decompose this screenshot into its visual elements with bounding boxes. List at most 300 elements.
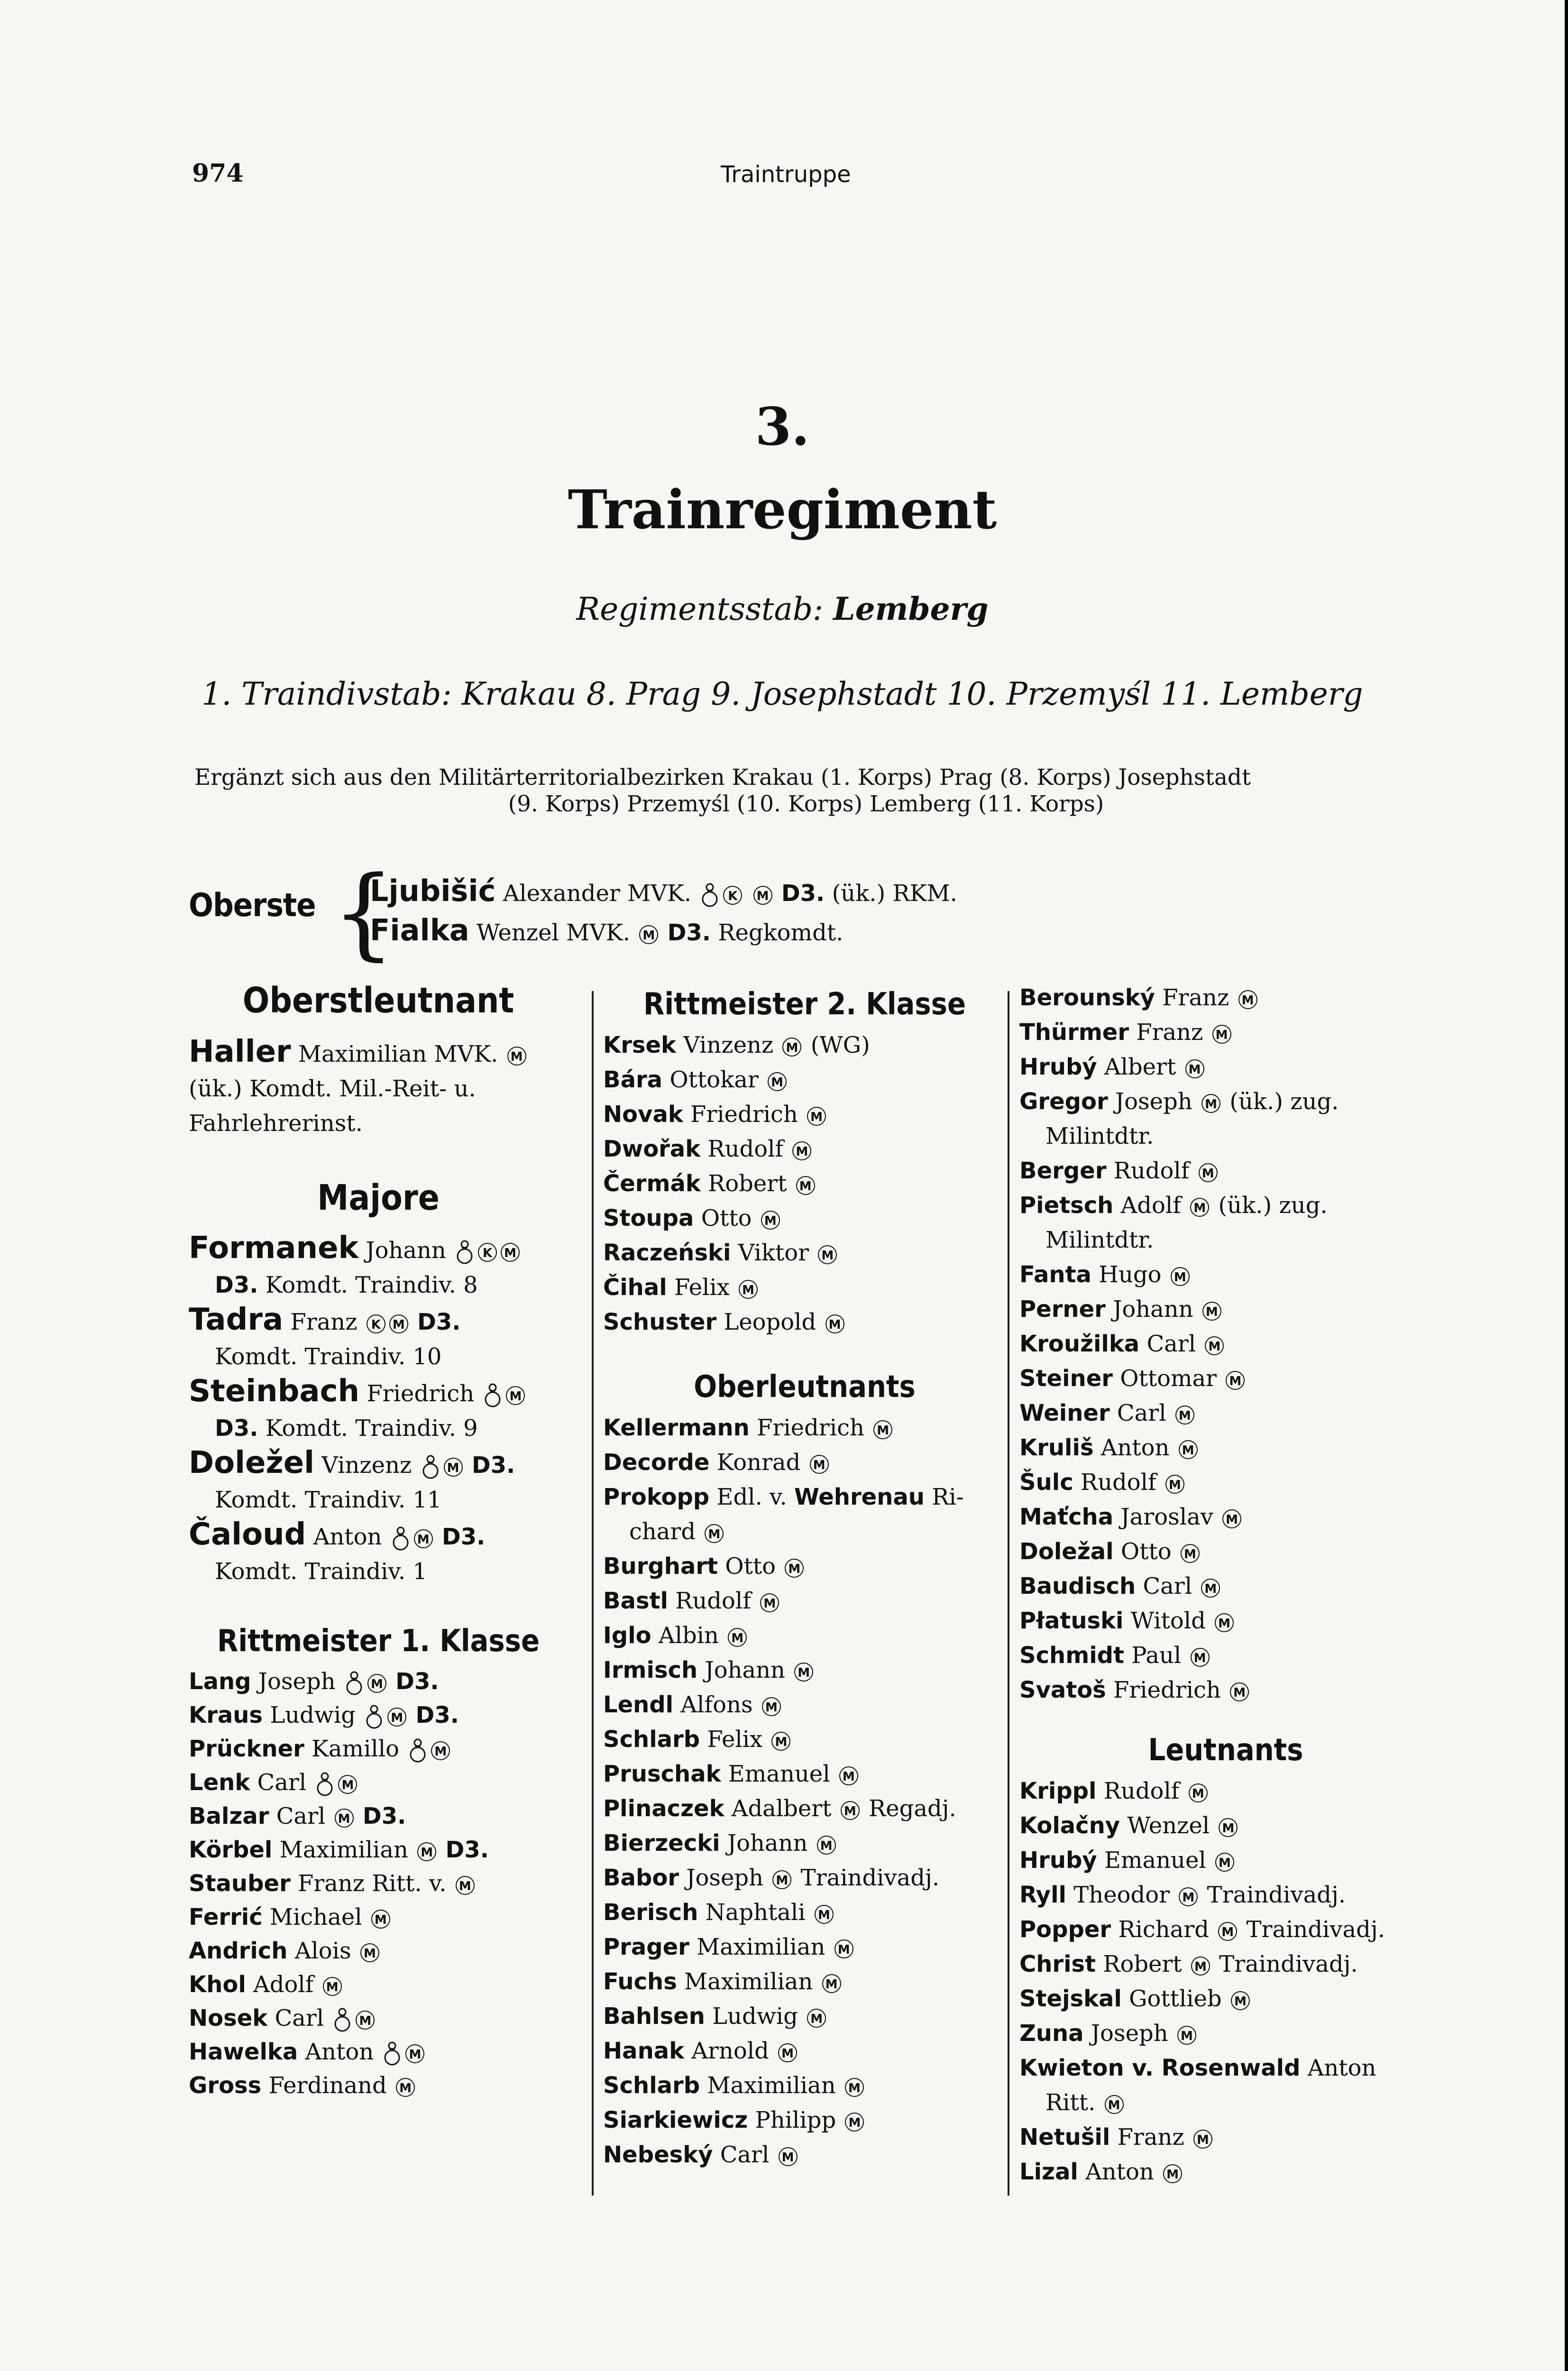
list-item — [603, 1097, 1006, 1132]
officer-surname: Prückner — [189, 1736, 304, 1762]
officer-given: Maximilian — [279, 1837, 408, 1863]
officer-surname: Zuna — [1019, 2020, 1084, 2047]
officer-given: Ottomar — [1120, 1365, 1217, 1392]
officer-surname: Hrubý — [1019, 1847, 1097, 1874]
medal-icon: M — [771, 1732, 790, 1751]
list-item — [189, 1934, 568, 1968]
officer-surname: Kraus — [189, 1702, 263, 1728]
officer-suffix: (ük.) RKM. — [832, 880, 957, 907]
list-item — [603, 1688, 1006, 1722]
list-item — [189, 2035, 568, 2069]
officer-surname: Svatoš — [1019, 1677, 1106, 1703]
officer-surname: Hrubý — [1019, 1054, 1097, 1080]
list-item — [603, 1549, 1006, 1584]
officer-given: Johann — [705, 1657, 785, 1683]
medal-icon: M — [739, 1280, 758, 1299]
medal-icon: M — [841, 1801, 860, 1820]
medal-icon: M — [387, 1708, 406, 1727]
medal-icon: M — [1163, 2164, 1182, 2183]
officer-surname: Körbel — [189, 1837, 273, 1863]
cross-icon — [391, 1526, 410, 1551]
list-item — [1019, 1292, 1432, 1327]
cross-icon — [408, 1738, 427, 1763]
officer-given: Viktor — [738, 1240, 809, 1266]
officer-given: Witold — [1130, 1608, 1206, 1634]
decoration-text: MVK. — [566, 919, 631, 946]
officer-surname: Kolačny — [1019, 1812, 1120, 1839]
officer-given: Emanuel — [728, 1761, 830, 1787]
officer-detail: Fahrlehrerinst. — [189, 1110, 363, 1137]
list-item — [189, 2069, 568, 2103]
officer-surname: Weiner — [1019, 1400, 1110, 1426]
decoration-text: MVK. — [627, 880, 692, 907]
medal-icon: M — [796, 1176, 815, 1195]
officer-surname: Haller — [189, 1034, 291, 1069]
stab-place: Lemberg — [833, 590, 989, 627]
officer-suffix: (WG) — [810, 1032, 870, 1058]
medal-icon: M — [1201, 1579, 1220, 1598]
d3-mark: D3. — [417, 1309, 461, 1335]
officer-given: Anton — [1085, 2159, 1154, 2185]
officer-list — [603, 1411, 1006, 2172]
medal-icon: M — [1199, 1163, 1218, 1182]
officer-surname: Berger — [1019, 1158, 1107, 1184]
officer-surname: Čaloud — [189, 1517, 306, 1552]
medal-icon: M — [792, 1141, 811, 1160]
officer-given: Theodor — [1073, 1882, 1170, 1908]
running-title: Traintruppe — [721, 161, 851, 188]
medal-icon: M — [414, 1529, 433, 1548]
medal-icon: M — [845, 2078, 864, 2097]
medal-icon: M — [1231, 1991, 1250, 2010]
medal-icon: M — [1218, 1922, 1237, 1941]
list-item — [1019, 1604, 1432, 1638]
officer-given: Rudolf — [1113, 1158, 1190, 1184]
officer-list — [1019, 981, 1432, 1708]
officer-given: Carl — [1143, 1573, 1192, 1599]
list-item — [603, 1584, 1006, 1618]
stab-label: Regimentsstab: — [576, 591, 824, 627]
officer-given: Carl — [720, 2141, 770, 2168]
officer-surname: Hawelka — [189, 2039, 298, 2065]
officer-given: Maximilian — [707, 2072, 836, 2099]
officer-given: Friedrich — [1113, 1677, 1221, 1703]
list-item — [1019, 1535, 1432, 1569]
medal-icon: M — [405, 2044, 424, 2063]
officer-given: Anton — [1307, 2055, 1376, 2081]
officer-surname: Stoupa — [603, 1205, 694, 1231]
officer-given: Richard — [1118, 1916, 1209, 1943]
officer-given: Rudolf — [1103, 1778, 1180, 1804]
list-item — [603, 2103, 1006, 2138]
medal-icon: M — [389, 1314, 408, 1333]
officer-surname: Lenk — [189, 1769, 250, 1796]
list-item — [603, 1722, 1006, 1757]
officer-surname: Schlarb — [603, 1726, 700, 1753]
officer-entry — [189, 1303, 568, 1374]
medal-icon: M — [753, 886, 772, 905]
d3-mark: D3. — [395, 1668, 439, 1695]
list-item — [1019, 1084, 1432, 1119]
list-item — [189, 2002, 568, 2035]
officer-surname: Prager — [603, 1934, 689, 1960]
list-item — [603, 1270, 1006, 1305]
cross-icon — [483, 1383, 502, 1408]
k-badge-icon: K — [723, 886, 742, 905]
officer-surname: Plinaczek — [603, 1795, 724, 1822]
oberste-label: Oberste — [189, 887, 316, 924]
officer-surname: Doležal — [1019, 1538, 1114, 1565]
list-item: Milintdtr. — [1045, 1123, 1154, 1149]
d3-mark: D3. — [215, 1272, 258, 1298]
d3-mark: D3. — [362, 1803, 406, 1829]
officer-given: Gottlieb — [1129, 1985, 1222, 2012]
list-item — [1019, 1050, 1432, 1084]
officer-given: Friedrich — [367, 1380, 475, 1407]
officer-surname: Lendl — [603, 1691, 674, 1718]
list-item — [1019, 1465, 1432, 1500]
column-3 — [1019, 981, 1432, 2189]
medal-icon: M — [818, 1245, 837, 1264]
k-badge-icon: K — [367, 1314, 385, 1333]
erganzt-line-2: (9. Korps) Przemyśl (10. Korps) Lemberg (11. Korps) — [508, 791, 1104, 817]
cross-icon — [455, 1240, 474, 1265]
list-item — [603, 1757, 1006, 1792]
officer-suffix: (ük.) zug. — [1218, 1192, 1328, 1219]
officer-surname: Krippl — [1019, 1778, 1097, 1804]
list-item — [189, 1699, 568, 1732]
officer-given: Maximilian — [684, 1968, 813, 1995]
list-item — [603, 2138, 1006, 2172]
list-item — [603, 1792, 1006, 1826]
officer-suffix: Regkomdt. — [718, 919, 844, 946]
cross-icon — [365, 1705, 384, 1729]
officer-detail: (ük.) Komdt. Mil.-Reit- u. — [189, 1075, 476, 1102]
officer-surname: Kwieton v. Rosenwald — [1019, 2055, 1301, 2081]
officer-surname: Wehrenau — [794, 1484, 925, 1510]
officer-given: Alfons — [680, 1691, 753, 1718]
cross-icon — [421, 1455, 440, 1480]
list-item — [1019, 1982, 1432, 2016]
list-item — [603, 1861, 1006, 1895]
list-item — [1019, 1638, 1432, 1673]
medal-icon: M — [1202, 1302, 1221, 1321]
list-item — [189, 1833, 568, 1867]
medal-icon: M — [431, 1741, 450, 1760]
officer-list — [603, 1028, 1006, 1340]
list-item — [1019, 2120, 1432, 2155]
officer-given: Leopold — [724, 1309, 816, 1335]
officer-suffix: Traindivadj. — [1219, 1951, 1358, 1977]
oberst-entry — [370, 873, 957, 908]
medal-icon: M — [1215, 1853, 1234, 1872]
list-item — [603, 1132, 1006, 1167]
medal-icon: M — [1215, 1613, 1234, 1632]
list-item — [1019, 2016, 1432, 2051]
medal-icon: M — [417, 1842, 436, 1861]
medal-icon: M — [371, 1910, 390, 1929]
medal-icon: M — [1105, 2095, 1124, 2114]
officer-surname: Ljubišić — [370, 873, 496, 908]
officer-given: Johann — [727, 1830, 808, 1856]
officer-given: Alois — [294, 1938, 351, 1964]
d3-mark: D3. — [215, 1415, 258, 1442]
officer-given: Albin — [658, 1622, 719, 1649]
regimentsstab-line — [0, 590, 1565, 627]
d3-mark: D3. — [667, 919, 711, 946]
section-heading: Oberstleutnant — [242, 980, 514, 1021]
officer-given: Anton — [1100, 1434, 1170, 1461]
officer-surname: Stauber — [189, 1870, 291, 1897]
officer-detail: Maximilian MVK. — [298, 1041, 498, 1067]
officer-detail: Komdt. Traindiv. 11 — [215, 1487, 442, 1513]
officer-surname: Siarkiewicz — [603, 2107, 748, 2133]
officer-surname: Gross — [189, 2072, 262, 2099]
medal-icon: M — [705, 1524, 724, 1543]
d3-mark: D3. — [471, 1452, 515, 1479]
officer-surname: Nebeský — [603, 2141, 713, 2168]
list-item — [603, 1618, 1006, 1653]
medal-icon: M — [1212, 1025, 1231, 1044]
officer-given: Adolf — [253, 1971, 314, 1998]
d3-mark: D3. — [781, 880, 825, 907]
column-divider — [1008, 991, 1009, 2196]
officer-surname: Irmisch — [603, 1657, 698, 1683]
medal-icon: M — [810, 1455, 829, 1474]
medal-icon: M — [839, 1766, 858, 1785]
medal-icon: M — [338, 1775, 357, 1794]
officer-given: Philipp — [755, 2107, 836, 2133]
officer-surname: Kellermann — [603, 1415, 750, 1441]
officer-surname: Thürmer — [1019, 1019, 1129, 1046]
officer-surname: Čermák — [603, 1170, 701, 1197]
list-item — [1019, 1912, 1432, 1947]
list-item — [189, 1800, 568, 1833]
officer-given: Vinzenz — [321, 1452, 412, 1479]
medal-icon: M — [768, 1072, 787, 1091]
officer-surname: Šulc — [1019, 1469, 1073, 1496]
medal-icon: M — [1193, 2130, 1212, 2149]
officer-given: Edl. v. — [716, 1484, 787, 1510]
officer-given: Anton — [305, 2039, 374, 2065]
officer-surname: Novak — [603, 1101, 683, 1128]
regiment-number: 3. — [755, 396, 810, 457]
medal-icon: M — [1179, 1887, 1198, 1906]
officer-surname: Popper — [1019, 1916, 1111, 1943]
officer-given: Friedrich — [690, 1101, 798, 1128]
medal-icon: M — [794, 1663, 813, 1682]
officer-surname: Schuster — [603, 1309, 717, 1335]
list-item — [1019, 1809, 1432, 1843]
officer-surname: Prokopp — [603, 1484, 710, 1510]
officer-given: Carl — [1117, 1400, 1166, 1426]
list-item — [603, 1999, 1006, 2034]
officer-entry — [189, 1231, 568, 1303]
officer-given: Joseph — [258, 1668, 336, 1695]
officer-surname: Baudisch — [1019, 1573, 1136, 1599]
list-item — [189, 1867, 568, 1901]
cross-icon — [333, 2008, 352, 2032]
officer-suffix: (ük.) zug. — [1229, 1088, 1339, 1115]
officer-given: Michael — [269, 1904, 362, 1930]
officer-entry — [189, 1517, 568, 1589]
medal-icon: M — [845, 2113, 864, 2132]
cross-icon — [700, 883, 719, 908]
oberst-entry — [370, 913, 843, 947]
medal-icon: M — [762, 1697, 781, 1716]
officer-surname: Doležel — [189, 1445, 315, 1480]
list-item — [603, 2068, 1006, 2103]
medal-icon: M — [1191, 1957, 1210, 1976]
medal-icon: M — [1201, 1094, 1220, 1113]
officer-given: Jaroslav — [1120, 1504, 1213, 1530]
officer-given: Emanuel — [1104, 1847, 1206, 1874]
medal-icon: M — [778, 2043, 797, 2062]
list-item — [1019, 1569, 1432, 1604]
officer-given: Adolf — [1120, 1192, 1181, 1219]
list-item — [603, 1236, 1006, 1270]
officer-suffix: Traindivadj. — [800, 1865, 940, 1891]
medal-icon: M — [1191, 1648, 1210, 1667]
officer-given: Anton — [313, 1524, 382, 1550]
list-item — [1019, 1843, 1432, 1878]
list-item — [189, 1665, 568, 1699]
officer-given: Carl — [257, 1769, 307, 1796]
medal-icon: M — [1175, 1406, 1194, 1424]
list-item — [603, 1480, 1006, 1515]
medal-icon: M — [873, 1420, 892, 1439]
medal-icon: M — [782, 1038, 801, 1057]
officer-given: Wenzel — [477, 919, 559, 946]
officer-given: Franz Ritt. v. — [297, 1870, 447, 1897]
officer-surname: Formanek — [189, 1231, 359, 1266]
officer-suffix: Regadj. — [869, 1795, 956, 1822]
list-item — [189, 1968, 568, 2002]
list-item — [1019, 1361, 1432, 1396]
medal-icon: M — [335, 1809, 354, 1828]
officer-given: Paul — [1131, 1642, 1182, 1669]
officer-surname: Pruschak — [603, 1761, 721, 1787]
officer-given: Carl — [275, 2005, 324, 2031]
medal-icon: M — [779, 2147, 798, 2166]
list-item — [189, 1901, 568, 1934]
brace-icon: { — [332, 855, 395, 971]
medal-icon: M — [507, 1047, 526, 1066]
officer-suffix: Traindivadj. — [1246, 1916, 1385, 1943]
section-heading: Leutnants — [1148, 1733, 1303, 1768]
list-item — [603, 1411, 1006, 1445]
medal-icon: M — [807, 2009, 826, 2028]
list-item — [603, 1653, 1006, 1688]
officer-detail: Komdt. Traindiv. 8 — [265, 1272, 478, 1298]
officer-list — [189, 1665, 568, 2103]
officer-given: Franz — [1162, 984, 1229, 1011]
officer-given: Joseph — [1091, 2020, 1168, 2047]
officer-given: Ludwig — [712, 2003, 798, 2030]
officer-surname: Stejskal — [1019, 1985, 1122, 2012]
officer-surname: Andrich — [189, 1938, 288, 1964]
medal-icon: M — [639, 925, 658, 944]
officer-given: Johann — [1113, 1296, 1193, 1323]
officer-given: Ludwig — [270, 1702, 356, 1728]
officer-given: Felix — [707, 1726, 763, 1753]
officer-surname: Bára — [603, 1066, 663, 1093]
officer-surname: Fialka — [370, 913, 469, 947]
list-item — [1019, 1154, 1432, 1188]
officer-given: Alexander — [503, 880, 620, 907]
medal-icon: M — [807, 1107, 826, 1126]
officer-given: Rudolf — [675, 1588, 752, 1614]
medal-icon: M — [822, 1974, 841, 1993]
list-item — [1019, 1015, 1432, 1050]
officer-surname: Steinbach — [189, 1374, 360, 1409]
medal-icon: M — [815, 1905, 834, 1924]
medal-icon: M — [360, 1943, 379, 1962]
medal-icon: M — [1190, 1198, 1209, 1217]
medal-icon: M — [356, 2011, 375, 2030]
officer-given: Konrad — [716, 1449, 801, 1476]
officer-given: Adalbert — [731, 1795, 832, 1822]
list-item — [603, 1028, 1006, 1063]
medal-icon: M — [1238, 990, 1257, 1009]
list-item — [1019, 981, 1432, 1015]
officer-entry — [189, 1374, 568, 1446]
officer-surname: Netušil — [1019, 2124, 1110, 2150]
officer-given: Rudolf — [707, 1136, 784, 1162]
list-item — [189, 1732, 568, 1766]
k-badge-icon: K — [478, 1243, 497, 1262]
medal-icon: M — [1189, 1783, 1208, 1802]
list-item — [603, 1063, 1006, 1097]
list-item — [189, 1766, 568, 1800]
medal-icon: M — [323, 1977, 342, 1996]
officer-given: Kamillo — [312, 1736, 400, 1762]
cross-icon — [383, 2041, 402, 2066]
officer-given: Joseph — [686, 1865, 764, 1891]
officer-given: Carl — [276, 1803, 326, 1829]
medal-icon: M — [1205, 1336, 1224, 1355]
officer-given: Albert — [1104, 1054, 1176, 1080]
officer-surname: Nosek — [189, 2005, 268, 2031]
medal-icon: M — [1230, 1682, 1249, 1701]
officer-suffix: Traindivadj. — [1207, 1882, 1346, 1908]
medal-icon: M — [761, 1211, 780, 1230]
list-item — [1019, 1673, 1432, 1708]
officer-surname: Kruliš — [1019, 1434, 1094, 1461]
medal-icon: M — [760, 1593, 779, 1612]
column-1 — [189, 972, 568, 2103]
officer-given: Robert — [708, 1170, 787, 1197]
officer-surname: Płatuski — [1019, 1608, 1124, 1634]
officer-surname: Lang — [189, 1668, 251, 1695]
d3-mark: D3. — [441, 1524, 486, 1550]
list-item — [1019, 2051, 1432, 2086]
officer-detail: Komdt. Traindiv. 1 — [215, 1558, 427, 1585]
officer-surname: Iglo — [603, 1622, 651, 1649]
medal-icon: M — [728, 1628, 747, 1647]
officer-surname: Tadra — [189, 1302, 284, 1337]
section-heading: Majore — [317, 1177, 440, 1218]
medal-icon: M — [1226, 1371, 1245, 1390]
officer-surname: Lizal — [1019, 2159, 1078, 2185]
officer-detail: Komdt. Traindiv. 10 — [215, 1343, 442, 1370]
officer-surname: Berounský — [1019, 984, 1155, 1011]
cross-icon — [315, 1772, 334, 1797]
officer-surname: Steiner — [1019, 1365, 1113, 1392]
officer-surname: Schlarb — [603, 2072, 700, 2099]
officer-surname: Khol — [189, 1971, 246, 1998]
medal-icon: M — [1185, 1059, 1204, 1078]
